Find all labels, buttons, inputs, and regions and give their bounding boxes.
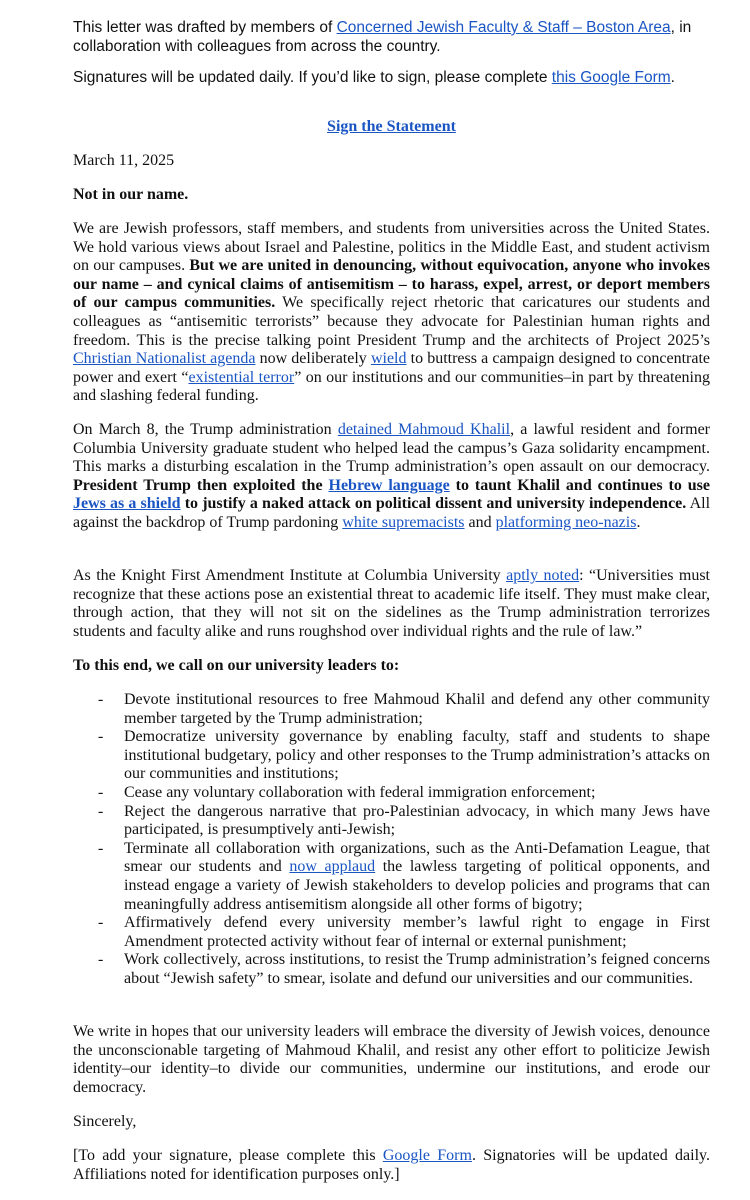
dash-bullet: - xyxy=(98,783,104,801)
list-item xyxy=(73,803,710,840)
paragraph-text: We specifically reject rhetoric that caricatures our students and colleagues as “antisemitic terrorists” because they advocate for Palestinian human rights and freedom. This is the precise talking point President Trump and the architects of Project 2025’s xyxy=(73,294,711,349)
paragraph-bold-text: to taunt Khalil and continues to use xyxy=(449,476,711,494)
hebrew-language-link[interactable]: Hebrew language xyxy=(328,476,450,494)
list-item-text: Cease any voluntary collaboration with federal immigration enforcement; xyxy=(124,783,596,801)
paragraph-text: All against the backdrop of Trump pardoning xyxy=(73,495,711,531)
call-heading: To this end, we call on our university leaders to: xyxy=(73,657,400,674)
header-text: This letter was drafted by members of xyxy=(73,19,337,36)
paragraph-text: We are Jewish professors, staff members, and students from universities across the United States. We hold various views about Israel and Palestine, politics in the Middle East, and student activism on our campuses. xyxy=(73,220,710,275)
paragraph-bold-text: President Trump then exploited the xyxy=(73,476,329,494)
header-text: . xyxy=(670,69,675,86)
list-item xyxy=(73,784,710,803)
paragraph-3 xyxy=(73,567,710,641)
existential-terror-link[interactable]: existential terror xyxy=(188,368,295,386)
paragraph-text: and xyxy=(464,513,496,531)
closing-paragraph: We write in hopes that our university leaders will embrace the diversity of Jewish voices, denounce the unconscionable targeting of Mahmoud Khalil, and resist any other effort to politicize Jewish identity–our identity–to divide our communities, undermine our institutions, and erode our democracy. xyxy=(73,1023,710,1096)
white-supremacists-link[interactable]: white supremacists xyxy=(342,513,465,531)
paragraph-bold-text: to justify a naked attack on political dissent and university independence. xyxy=(180,495,687,513)
header-signature-note xyxy=(73,68,710,87)
list-item xyxy=(73,728,710,784)
concerned-jewish-faculty-link[interactable]: Concerned Jewish Faculty & Staff – Boston Area xyxy=(336,19,671,36)
paragraph-text: to buttress a campaign designed to concentrate power and exert “ xyxy=(73,350,710,386)
aptly-noted-link[interactable]: aptly noted xyxy=(506,567,580,584)
footer-text: . Signatories will be updated daily. Affiliations noted for identification purposes only.] xyxy=(73,1147,710,1183)
list-item-text: Affirmatively defend every university member’s lawful right to engage in First Amendment protected activity without fear of internal or external punishment; xyxy=(124,914,710,950)
paragraph-text: now deliberately xyxy=(255,350,371,368)
footer-signature-note xyxy=(73,1147,710,1184)
wield-link[interactable]: wield xyxy=(370,350,407,368)
list-item-text: the lawless targeting of political opponents, and instead engage a variety of Jewish stakeholders to develop policies and programs that can meaningfully address antisemitism alongside all other forms of bigotry; xyxy=(124,858,711,913)
dash-bullet: - xyxy=(98,802,104,820)
signoff: Sincerely, xyxy=(73,1113,137,1130)
header-text: , in collaboration with colleagues from across the country. xyxy=(73,19,692,55)
paragraph-text: : “Universities must recognize that these actions pose an existential threat to academic life itself. They must make clear, through action, that they will not sit on the sidelines as the Trump administration terrorizes students and faculty alike and runs roughshod over individual rights and the rule of law.” xyxy=(73,567,710,640)
list-item-text: Reject the dangerous narrative that pro-Palestinian advocacy, in which many Jews have participated, is presumptively anti-Jewish; xyxy=(124,802,710,839)
list-item-text: Democratize university governance by enabling faculty, staff and students to shape institutional budgetary, policy and other responses to the Trump administration’s attacks on our communities and institutions; xyxy=(124,728,710,783)
dash-bullet: - xyxy=(98,728,104,746)
google-form-link-header[interactable]: this Google Form xyxy=(551,69,671,86)
header-drafted-note xyxy=(73,18,710,56)
platforming-neo-nazis-link[interactable]: platforming neo-nazis xyxy=(495,513,637,531)
paragraph-text: As the Knight First Amendment Institute at Columbia University xyxy=(73,567,507,584)
dash-bullet: - xyxy=(98,691,104,708)
list-item-text: Terminate all collaboration with organizations, such as the Anti-Defamation League, that smear our students and xyxy=(124,839,710,876)
dash-bullet: - xyxy=(98,839,104,857)
dash-bullet: - xyxy=(98,951,104,969)
sign-statement-row xyxy=(73,118,710,137)
list-item-text: Work collectively, across institutions, to resist the Trump administration’s feigned concerns about “Jewish safety” to smear, isolate and defund our universities and our communities. xyxy=(124,951,710,987)
paragraph-text: On March 8, the Trump administration xyxy=(73,421,338,438)
letter-heading: Not in our name. xyxy=(73,186,189,203)
jews-as-a-shield-link[interactable]: Jews as a shield xyxy=(73,495,181,513)
list-item-text: Devote institutional resources to free Mahmoud Khalil and defend any other community member targeted by the Trump administration; xyxy=(124,691,710,727)
paragraph-text: ” on our institutions and our communities–in part by threatening and slashing federal funding. xyxy=(73,368,711,405)
google-form-link-footer[interactable]: Google Form xyxy=(382,1147,472,1164)
sign-the-statement-link[interactable]: Sign the Statement xyxy=(327,118,456,135)
detained-mahmoud-khalil-link[interactable]: detained Mahmoud Khalil xyxy=(337,421,511,438)
paragraph-2 xyxy=(73,421,710,533)
list-item xyxy=(73,914,710,951)
paragraph-bold-text: But we are united in denouncing, without equivocation, anyone who invokes our name – and cynical claims of antisemitism – to harass, expel, arrest, or deport members of our campus communities. xyxy=(73,257,710,312)
footer-text: [To add your signature, please complete this xyxy=(73,1147,383,1164)
header-text: Signatures will be updated daily. If you’d like to sign, please complete xyxy=(73,69,552,86)
dash-bullet: - xyxy=(98,914,104,932)
demands-list xyxy=(73,691,710,989)
list-item xyxy=(73,951,710,988)
paragraph-text: . xyxy=(636,513,641,531)
now-applaud-link[interactable]: now applaud xyxy=(289,858,376,876)
letter-date: March 11, 2025 xyxy=(73,152,175,169)
paragraph-text: , a lawful resident and former Columbia University graduate student who helped lead the campus’s Gaza solidarity encampment. This marks a disturbing escalation in the Trump administration’s open assault on our democracy. xyxy=(73,421,711,476)
list-item xyxy=(73,691,710,728)
list-item xyxy=(73,840,710,914)
paragraph-1 xyxy=(73,220,710,406)
christian-nationalist-agenda-link[interactable]: Christian Nationalist agenda xyxy=(73,350,256,368)
